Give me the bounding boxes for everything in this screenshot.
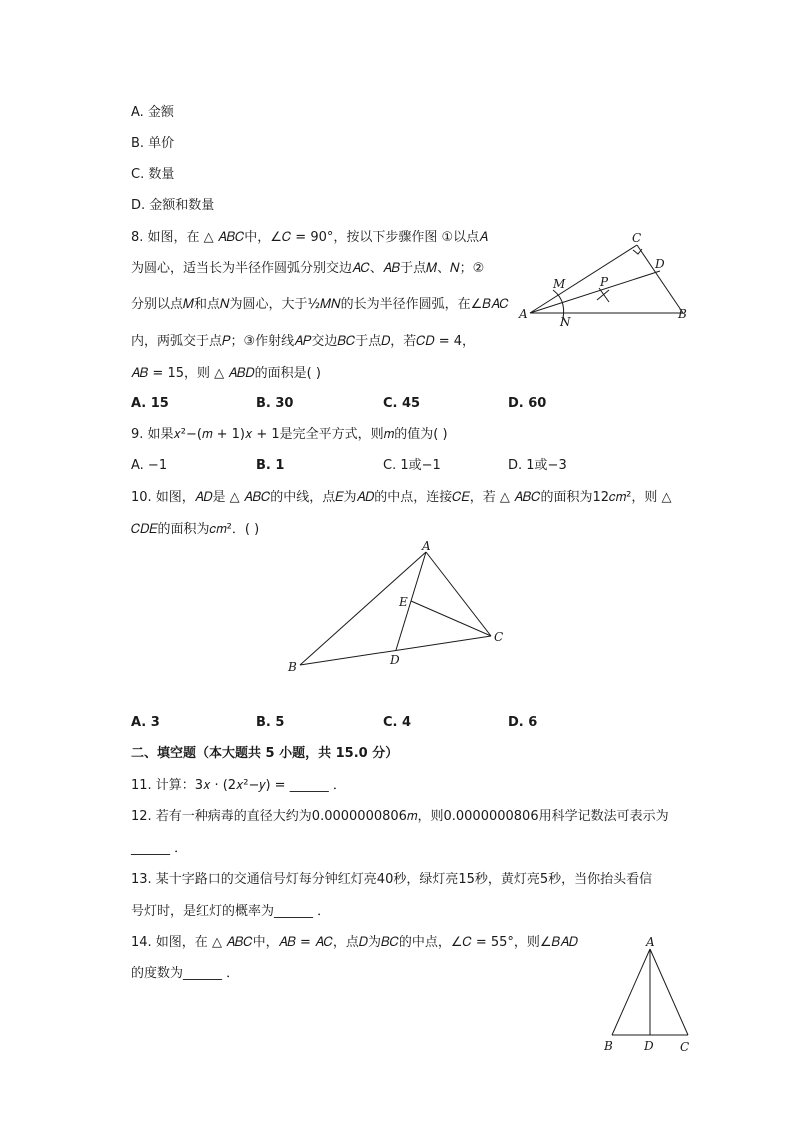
q7-option-a: A. 金额 [131,105,174,120]
q8-line-1: 8. 如图，在 △ 𝐴𝐵𝐶中，∠𝐶 = 90°，按以下步骤作图 ①以点𝐴 [131,230,488,245]
q8-label-c: C [632,231,642,245]
q14-line-1: 14. 如图，在 △ 𝐴𝐵𝐶中，𝐴𝐵 = 𝐴𝐶，点𝐷为𝐵𝐶的中点，∠𝐶 = 55°，则∠𝐵𝐴𝐷 [131,935,578,950]
q14-side-ac [650,949,688,1035]
q9-option-c: C. 1或−1 [383,458,441,473]
q8-line-4: 内，两弧交于点𝑃；③作射线𝐴𝑃交边𝐵𝐶于点𝐷，若𝐶𝐷 = 4， [131,334,476,349]
q8-ray-ad [530,271,660,313]
q8-label-d: D [655,257,665,271]
q8-label-p: P [600,275,609,289]
q8-arc-p2 [597,290,609,300]
q13-line-2: 号灯时，是红灯的概率为______ ． [131,904,331,919]
q10-label-e: E [399,595,408,609]
q9-option-a: A. −1 [131,458,168,473]
q10-option-c: C. 4 [383,715,412,730]
q14-side-ab [612,949,650,1035]
q14-line-2: 的度数为______ ． [131,966,240,981]
section-heading: 二、填空题（本大题共 5 小题，共 15.0 分） [131,746,399,761]
q10-option-a: A. 3 [131,715,160,730]
q8-option-a: A. 15 [131,396,169,411]
q8-side-cb [637,245,683,313]
q7-option-b: B. 单价 [131,136,175,151]
q14-label-a: A [646,935,655,949]
q8-label-a: A [519,307,528,321]
q7-option-c: C. 数量 [131,167,175,182]
q10-line-2: 𝐶𝐷𝐸的面积为𝑐𝑚²．( ) [131,522,260,537]
q10-segment-ce [411,601,491,636]
q14-label-d: D [644,1039,654,1053]
q8-option-c: C. 45 [383,396,421,411]
q10-option-b: B. 5 [256,715,285,730]
q14-label-c: C [680,1040,690,1054]
q14-figure [596,932,701,1057]
q10-label-b: B [288,660,297,674]
q10-label-c: C [494,630,504,644]
q8-label-b: B [678,307,687,321]
q10-figure [280,538,515,678]
q8-figure [515,230,700,330]
q8-line-2: 为圆心，适当长为半径作圆弧分别交边𝐴𝐶、𝐴𝐵于点𝑀、𝑁；② [131,261,485,276]
q8-label-m: M [553,277,566,291]
q8-arc-p1 [599,288,609,302]
q12-line-1: 12. 若有一种病毒的直径大约为0.0000000806𝑚，则0.0000000806用科学记数法可表示为 [131,809,669,824]
q8-label-n: N [560,315,571,329]
q9-text: 9. 如果𝑥²−(𝑚 + 1)𝑥 + 1是完全平方式，则𝑚的值为( ) [131,427,448,442]
q10-label-a: A [422,539,431,553]
q13-line-1: 13. 某十字路口的交通信号灯每分钟红灯亮40秒，绿灯亮15秒，黄灯亮5秒，当你抬头看信 [131,872,653,887]
q12-line-2: ______ ． [131,841,188,856]
q10-line-1: 10. 如图，𝐴𝐷是 △ 𝐴𝐵𝐶的中线，点𝐸为𝐴𝐷的中点，连接𝐶𝐸，若 △ 𝐴𝐵𝐶的面积为12𝑐𝑚²，则 △ [131,490,672,505]
q8-line-3: 分别以点𝑀和点𝑁为圆心，大于½𝑀𝑁的长为半径作圆弧，在∠𝐵𝐴𝐶 [131,297,509,312]
q9-option-b: B. 1 [256,458,285,473]
q10-label-d: D [390,653,400,667]
q11-text: 11. 计算：3𝑥 · (2𝑥²−𝑦) = ______ ． [131,778,346,793]
q14-label-b: B [604,1039,613,1053]
q9-option-d: D. 1或−3 [508,458,567,473]
q10-option-d: D. 6 [508,715,538,730]
q10-side-ac [426,552,491,636]
q8-option-b: B. 30 [256,396,294,411]
q7-option-d: D. 金额和数量 [131,198,215,213]
q8-line-5: 𝐴𝐵 = 15，则 △ 𝐴𝐵𝐷的面积是( ) [131,366,321,381]
q8-side-ac [530,245,637,313]
q8-option-d: D. 60 [508,396,547,411]
